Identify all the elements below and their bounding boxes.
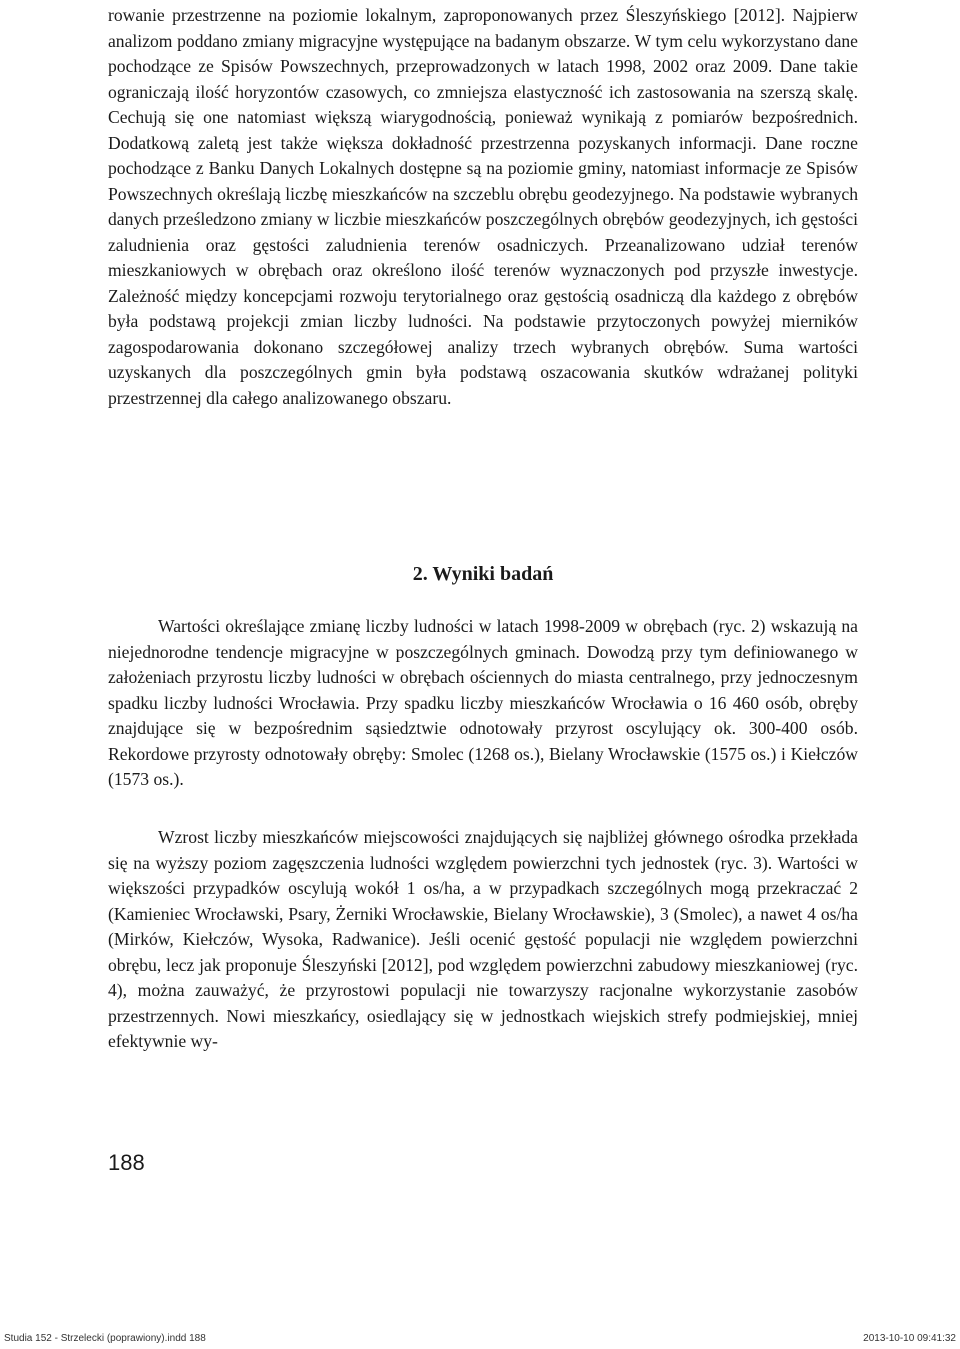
results-paragraph-1: Wartości określające zmianę liczby ludności w latach 1998-2009 w obrębach (ryc. 2) wskazują na niejednorodne tendencje migracyjne w poszczególnych gminach. Dowodzą przy tym definiowanego w założeniach przyrostu liczby ludności w obrębach ościennych do miasta centralnego, przy jednoczesnym spadku liczby ludności Wrocławia. Przy spadku liczby mieszkańców Wrocławia o 16 460 osób, obręby znajdujące się w bezpośrednim sąsiedztwie odnotowały przyrost oscylujący ok. 300-400 osób. Rekordowe przyrosty odnotowały obręby: Smolec (1268 os.), Bielany Wrocławskie (1575 os.) i Kiełczów (1573 os.). [108,616,858,789]
methods-paragraph: rowanie przestrzenne na poziomie lokalnym, zaproponowanych przez Śleszyńskiego [2012]. Najpierw analizom poddano zmiany migracyjne występujące na badanym obszarze. W tym celu wykorzystano dane pochodzące ze Spisów Powszechnych, przeprowadzonych w latach 1998, 2002 oraz 2009. Dane takie ograniczają ilość horyzontów czasowych, co zmniejsza elastyczność ich zastosowania na szerszą skalę. Cechują się one natomiast większą wiarygodnością, ponieważ wynikają z pomiarów bezpośrednich. Dodatkową zaletą jest także większa dokładność przestrzenna pozyskanych informacji. Dane roczne pochodzące z Banku Danych Lokalnych dostępne są na poziomie gminy, natomiast informacje ze Spisów Powszechnych określają liczbę mieszkańców na szczeblu obrębu geodezyjnego. Na podstawie wybranych danych prześledzono zmiany w liczbie mieszkańców poszczególnych obrębów geodezyjnych, ich gęstości zaludnienia oraz gęstości zaludnienia terenów osadniczych. Przeanalizowano udział terenów mieszkaniowych w obrębach oraz określono ilość terenów wyznaczonych pod przyszłe inwestycje. Zależność między koncepcjami rozwoju terytorialnego oraz gęstością osadniczą dla każdego z obrębów była podstawą projekcji zmian liczby ludności. Na podstawie przytoczonych powyżej mierników zagospodarowania dokonano szczegółowej analizy trzech wybranych obrębów. Suma wartości uzyskanych dla poszczególnych gmin była podstawą oszacowania skutków wdrażanej polityki przestrzennej dla całego analizowanego obszaru. [108,5,858,408]
results-paragraph-2: Wzrost liczby mieszkańców miejscowości znajdujących się najbliżej głównego ośrodka przekłada się na wyższy poziom zagęszczenia ludności względem powierzchni tych jednostek (ryc. 3). Wartości w większości przypadków oscylują wokół 1 os/ha, a w przypadkach szczególnych mogą przekraczać 2 (Kamieniec Wrocławski, Psary, Żerniki Wrocławskie, Bielany Wrocławskie), 3 (Smolec), a nawet 4 os/ha (Mirków, Kiełczów, Wysoka, Radwanice). Jeśli ocenić gęstość populacji nie względem powierzchni obrębu, lecz jak proponuje Śleszyński [2012], pod względem powierzchni zabudowy mieszkaniowej (ryc. 4), można zauważyć, że przyrostowi populacji nie towarzyszy racjonalne wykorzystanie zasobów przestrzennych. Nowi mieszkańcy, osiedlający się w jednostkach wiejskich strefy podmiejskiej, mniej efektywnie wy- [108,827,858,1051]
section-heading: 2. Wyniki badań [412,563,554,585]
print-slug-timestamp: 2013-10-10 09:41:32 [863,1333,956,1344]
print-slug-filename: Studia 152 - Strzelecki (poprawiony).indd 188 [4,1333,206,1344]
page-number: 188 [108,1150,145,1175]
